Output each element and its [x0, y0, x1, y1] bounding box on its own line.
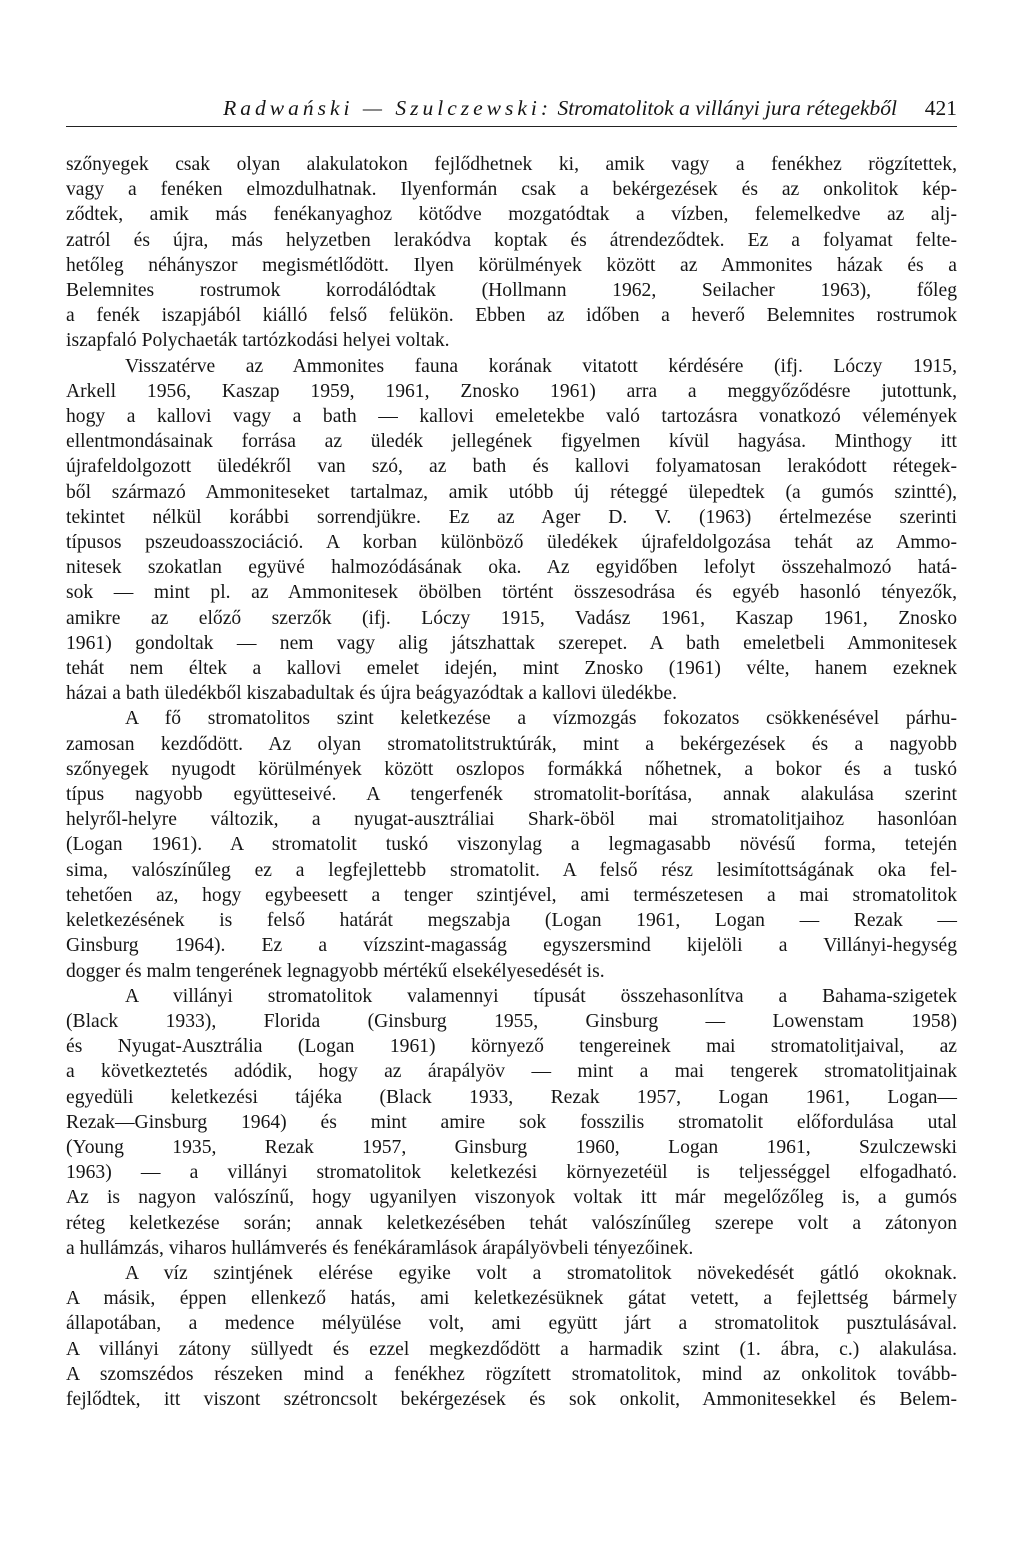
text-line: szőnyegek csak olyan alakulatokon fejlődhetnek ki, amik vagy a fenékhez rögzítettek, — [66, 154, 957, 175]
text-line: réteg keletkezése során; annak keletkezésében tehát valószínűleg szerepe volt a zátonyon — [66, 1212, 957, 1234]
text-line: A fő stromatolitos szint keletkezése a vízmozgás fokozatos csökkenésével párhu- — [125, 708, 957, 730]
text-line: tekintet nélkül korábbi sorrendjükre. Ez az Ager D. V. (1963) értelmezése szerinti — [66, 506, 957, 528]
text-line: Visszatérve az Ammonites fauna korának vitatott kérdésére (ifj. Lóczy 1915, — [125, 355, 957, 377]
paragraph — [66, 706, 957, 983]
body-text — [66, 152, 957, 1412]
text-line: keletkezésének is felső határát megszabja (Logan 1961, Logan — Rezak — — [66, 910, 957, 932]
text-line: házai a bath üledékből kiszabadultak és újra beágyazódtak a kallovi üledékbe. — [66, 683, 677, 705]
header-authors: Radwański — Szulczewski: — [223, 96, 553, 120]
running-title — [223, 96, 897, 121]
text-line: típus nagyobb együtteseivé. A tengerfenék stromatolit-borítása, annak alakulása szerint — [66, 784, 957, 806]
text-line: (Young 1935, Rezak 1957, Ginsburg 1960, Logan 1961, Szulczewski — [66, 1136, 957, 1158]
text-line: Belemnites rostrumok korrodálódtak (Hollmann 1962, Seilacher 1963), főleg — [66, 280, 957, 302]
text-line: szőnyegek nyugodt körülmények között oszlopos formákká nőhetnek, a bokor és a tuskó — [66, 758, 957, 780]
text-line: fejlődtek, itt viszont szétroncsolt bekérgezések és sok onkolit, Ammonitesekkel és Belem- — [66, 1388, 957, 1410]
paragraph — [66, 152, 957, 354]
text-line: vagy a fenéken elmozdulhatnak. Ilyenformán csak a bekérgezések és az onkolitok kép- — [66, 179, 957, 201]
text-line: A villányi zátony süllyedt és ezzel megkezdődött a harmadik szint (1. ábra, c.) alakulása. — [66, 1338, 957, 1360]
paragraph — [66, 984, 957, 1261]
text-line: 1963) — a villányi stromatolitok keletkezési környezetéül is teljességgel elfogadható. — [66, 1162, 957, 1184]
text-line: a fenék iszapjából kiálló felső felükön. Ebben az időben a heverő Belemnites rostrumok — [66, 305, 957, 327]
text-line: (Black 1933), Florida (Ginsburg 1955, Ginsburg — Lowenstam 1958) — [66, 1010, 957, 1032]
header-title: Stromatolitok a villányi jura rétegekből — [557, 96, 897, 120]
paragraph — [66, 354, 957, 707]
text-line: dogger és malm tengerének legnagyobb mértékű elsekélyesedését is. — [66, 960, 605, 982]
text-line: a hullámzás, viharos hullámverés és fenékáramlások árapályövbeli tényezőinek. — [66, 1237, 694, 1259]
running-header — [66, 96, 957, 127]
text-line: Arkell 1956, Kaszap 1959, 1961, Znosko 1961) arra a meggyőződésre jutottunk, — [66, 380, 957, 402]
page-number: 421 — [924, 96, 957, 120]
text-line: Az is nagyon valószínű, hogy ugyanilyen viszonyok voltak itt már megelőzőleg is, a gumós — [66, 1187, 957, 1209]
text-line: zatról és újra, más helyzetben lerakódva koptak és átrendeződtek. Ez a folyamat felte- — [66, 229, 957, 251]
text-line: tehetően az, hogy egybeesett a tenger szintjével, ami természetesen a mai stromatolitok — [66, 884, 957, 906]
text-line: Rezak—Ginsburg 1964) és mint amire sok fosszilis stromatolit előfordulása utal — [66, 1111, 957, 1133]
text-line: sok — mint pl. az Ammonitesek öbölben történt összesodrása és egyéb hasonló tényezők, — [66, 582, 957, 604]
text-line: 1961) gondoltak — nem vagy alig játszhattak szerepet. A bath emeletbeli Ammonitesek — [66, 632, 957, 654]
text-line: A másik, éppen ellenkező hatás, ami keletkezésüknek gátat vetett, a fejlettség bármely — [66, 1288, 957, 1310]
text-line: A villányi stromatolitok valamennyi típusát összehasonlítva a Bahama-szigetek — [125, 985, 957, 1007]
text-line: A víz szintjének elérése egyike volt a stromatolitok növekedését gátló okoknak. — [125, 1262, 957, 1284]
text-line: zamosan kezdődött. Az olyan stromatolitstruktúrák, mint a bekérgezések és a nagyobb — [66, 733, 957, 755]
text-line: sima, valószínűleg ez a legfejlettebb stromatolit. A felső rész lesimítottságának oka fel- — [66, 859, 957, 881]
text-line: amikre az előző szerzők (ifj. Lóczy 1915, Vadász 1961, Kaszap 1961, Znosko — [66, 607, 957, 629]
text-line: típusos pszeudoasszociáció. A korban különböző üledékek újrafeldolgozása tehát az Ammo- — [66, 532, 957, 554]
text-line: újrafeldolgozott üledékről van szó, az bath és kallovi folyamatosan lerakódott rétegek- — [66, 456, 957, 478]
text-line: hogy a kallovi vagy a bath — kallovi emeletekbe való tartozásra vonatkozó vélemények — [66, 406, 957, 428]
text-line: hetőleg néhányszor megismétlődött. Ilyen körülmények között az Ammonites házak és a — [66, 254, 957, 276]
text-line: a következtetés adódik, hogy az árapályöv — mint a mai tengerek stromatolitjainak — [66, 1061, 957, 1083]
text-line: Ginsburg 1964). Ez a vízszint-magasság egyszersmind kijelöli a Villányi-hegység — [66, 935, 957, 957]
text-line: iszapfaló Polychaeták tartózkodási helyei voltak. — [66, 330, 450, 352]
text-line: (Logan 1961). A stromatolit tuskó viszonylag a legmagasabb növésű forma, tetején — [66, 834, 957, 856]
text-line: nitesek szokatlan együvé halmozódásának oka. Az egyidőben lefolyt összehalmozó hatá- — [66, 557, 957, 579]
text-line: egyedüli keletkezési tájéka (Black 1933, Rezak 1957, Logan 1961, Logan— — [66, 1086, 957, 1108]
text-line: A szomszédos részeken mind a fenékhez rögzített stromatolitok, mind az onkolitok tovább- — [66, 1363, 957, 1385]
paragraph — [66, 1261, 957, 1412]
text-line: tehát nem éltek a kallovi emelet idején, mint Znosko (1961) vélte, hanem ezeknek — [66, 658, 957, 680]
text-line: ből származó Ammoniteseket tartalmaz, amik utóbb új réteggé ülepedtek (a gumós szintté), — [66, 481, 957, 503]
text-line: állapotában, a medence mélyülése volt, ami együtt járt a stromatolitok pusztulásával. — [66, 1313, 957, 1335]
text-line: helyről-helyre változik, a nyugat-ausztráliai Shark-öböl mai stromatolitjaihoz hasonlóan — [66, 809, 957, 831]
text-line: és Nyugat-Ausztrália (Logan 1961) környező tengereinek mai stromatolitjaival, az — [66, 1036, 957, 1058]
text-line: ződtek, amik más fenékanyaghoz kötődve mozgatódtak a vízben, felemelkedve az alj- — [66, 204, 957, 226]
text-line: ellentmondásainak forrása az üledék jellegének figyelmen kívül hagyása. Minthogy itt — [66, 431, 957, 453]
